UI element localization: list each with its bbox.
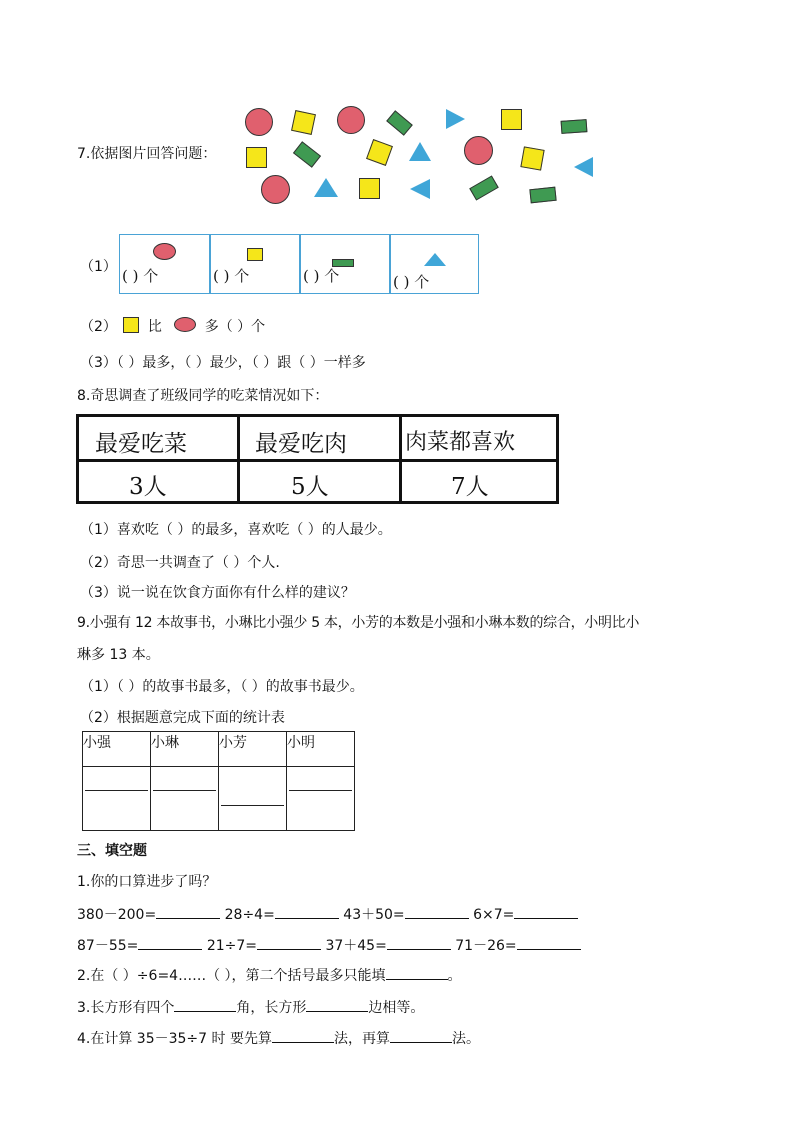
square-icon	[366, 139, 393, 166]
name-cell	[151, 732, 219, 767]
answer-blank[interactable]	[156, 904, 220, 919]
calc-2: 28÷4=	[224, 907, 275, 923]
q7-label: 7.依据图片回答问题：	[77, 146, 217, 162]
answer-cell[interactable]	[287, 767, 355, 831]
square-icon	[520, 146, 544, 170]
q8-sub1: （1）喜欢吃（ ）的最多，喜欢吃（ ）的人最少。	[80, 522, 392, 538]
calc-7: 37＋45=	[325, 938, 387, 954]
circle-icon	[337, 106, 365, 134]
answer-blank[interactable]	[386, 965, 448, 980]
s3-q2-end: 。	[447, 968, 462, 984]
answer-blank[interactable]	[272, 1028, 334, 1043]
rectangle-icon	[386, 110, 413, 136]
circle-icon	[174, 317, 196, 332]
rectangle-icon	[293, 141, 321, 168]
circle-icon	[464, 136, 493, 165]
rectangle-icon	[561, 119, 588, 134]
q9-line2: 琳多 13 本。	[77, 647, 160, 663]
q8-label: 8.奇思调查了班级同学的吃菜情况如下：	[77, 388, 329, 404]
answer-cell[interactable]	[83, 767, 151, 831]
calc-3: 43＋50=	[343, 907, 405, 923]
square-icon	[359, 178, 380, 199]
triangle-icon	[574, 157, 593, 177]
header-both: 肉菜都喜欢	[405, 430, 516, 455]
answer-blank[interactable]	[306, 997, 368, 1012]
circle-icon	[153, 243, 176, 260]
s3-q3-text-b: 角，长方形	[236, 1000, 307, 1016]
calc-8: 71－26=	[455, 938, 517, 954]
s3-q4-text-c: 法。	[451, 1031, 480, 1047]
triangle-icon	[314, 178, 338, 197]
q7-sub1-label: （1）	[80, 259, 117, 275]
name-cell	[83, 732, 151, 767]
s3-q3-text-c: 边相等。	[368, 1000, 425, 1016]
answer-cell[interactable]	[219, 767, 287, 831]
q8-sub3: （3）说一说在饮食方面你有什么样的建议？	[80, 585, 355, 601]
s3-q2-text: 2.在（ ）÷6=4……（ ），第二个括号最多只能填	[77, 968, 386, 984]
answer-blank[interactable]	[517, 935, 581, 950]
answer-blank[interactable]	[174, 997, 236, 1012]
q7-sub2-prefix: （2）	[80, 319, 117, 335]
q7-sub2-mid: 比	[147, 319, 162, 335]
name-cell	[287, 732, 355, 767]
s3-q3	[77, 997, 424, 1017]
s3-q4	[77, 1028, 480, 1048]
q9-sub1: （1）（ ）的故事书最多，（ ）的故事书最少。	[80, 679, 364, 695]
s3-q4-text-b: 法，再算	[333, 1031, 390, 1047]
s3-q1: 1.你的口算进步了吗？	[77, 874, 217, 890]
triangle-icon	[424, 253, 446, 266]
circle-icon	[245, 108, 273, 136]
header-vegetable: 最爱吃菜	[95, 431, 187, 457]
calc-5: 87－55=	[77, 938, 139, 954]
answer-blank[interactable]	[387, 935, 451, 950]
circle-icon	[261, 175, 290, 204]
square-icon	[123, 317, 139, 333]
section3-title: 三、填空题	[77, 843, 147, 859]
name-xiaofang: 小芳	[219, 735, 247, 751]
answer-blank[interactable]	[390, 1028, 452, 1043]
q9-sub2: （2）根据题意完成下面的统计表	[80, 710, 285, 726]
q7-sub2	[80, 316, 265, 336]
triangle-icon	[410, 179, 430, 199]
value-both: 7人	[451, 474, 489, 500]
s3-q2	[77, 965, 462, 985]
answer-blank[interactable]	[138, 935, 202, 950]
value-vegetable: 3人	[129, 474, 167, 500]
answer-blank[interactable]	[514, 904, 578, 919]
square-icon	[246, 147, 267, 168]
q7-sub2-suffix: 多（ ）个	[204, 319, 266, 335]
answer-blank[interactable]	[405, 904, 469, 919]
count-cell-square: ( ) 个	[213, 267, 250, 285]
name-cell	[219, 732, 287, 767]
food-survey-table	[76, 414, 559, 504]
square-icon	[501, 109, 522, 130]
q9-line1: 9.小强有 12 本故事书，小琳比小强少 5 本，小芳的本数是小强和小琳本数的综合，小明比小	[77, 615, 640, 631]
value-meat: 5人	[291, 474, 329, 500]
count-cell-triangle: ( ) 个	[393, 273, 430, 291]
s3-row1	[77, 904, 578, 924]
answer-blank[interactable]	[257, 935, 321, 950]
triangle-icon	[446, 109, 465, 129]
header-meat: 最爱吃肉	[255, 431, 347, 457]
answer-cell[interactable]	[151, 767, 219, 831]
bookcount-table	[82, 731, 355, 831]
answer-blank[interactable]	[275, 904, 339, 919]
count-cell-rectangle: ( ) 个	[303, 267, 340, 285]
triangle-icon	[409, 142, 431, 161]
square-icon	[291, 110, 316, 135]
count-table	[119, 234, 479, 294]
count-cell-circle: ( ) 个	[122, 267, 159, 285]
q8-sub2: （2）奇思一共调查了（ ）个人.	[80, 555, 280, 571]
s3-q4-text-a: 4.在计算 35－35÷7 时 要先算	[77, 1031, 272, 1047]
name-xiaolin: 小琳	[151, 735, 179, 751]
rectangle-icon	[529, 187, 556, 204]
calc-4: 6×7=	[473, 907, 515, 923]
q7-sub3: （3）（ ）最多，（ ）最少，（ ）跟（ ）一样多	[80, 355, 366, 371]
name-xiaoming: 小明	[287, 735, 315, 751]
square-icon	[247, 248, 263, 261]
name-xiaoqiang: 小强	[83, 735, 111, 751]
rectangle-icon	[469, 175, 499, 200]
calc-6: 21÷7=	[206, 938, 257, 954]
s3-row2	[77, 935, 581, 955]
calc-1: 380－200=	[77, 907, 157, 923]
s3-q3-text-a: 3.长方形有四个	[77, 1000, 175, 1016]
